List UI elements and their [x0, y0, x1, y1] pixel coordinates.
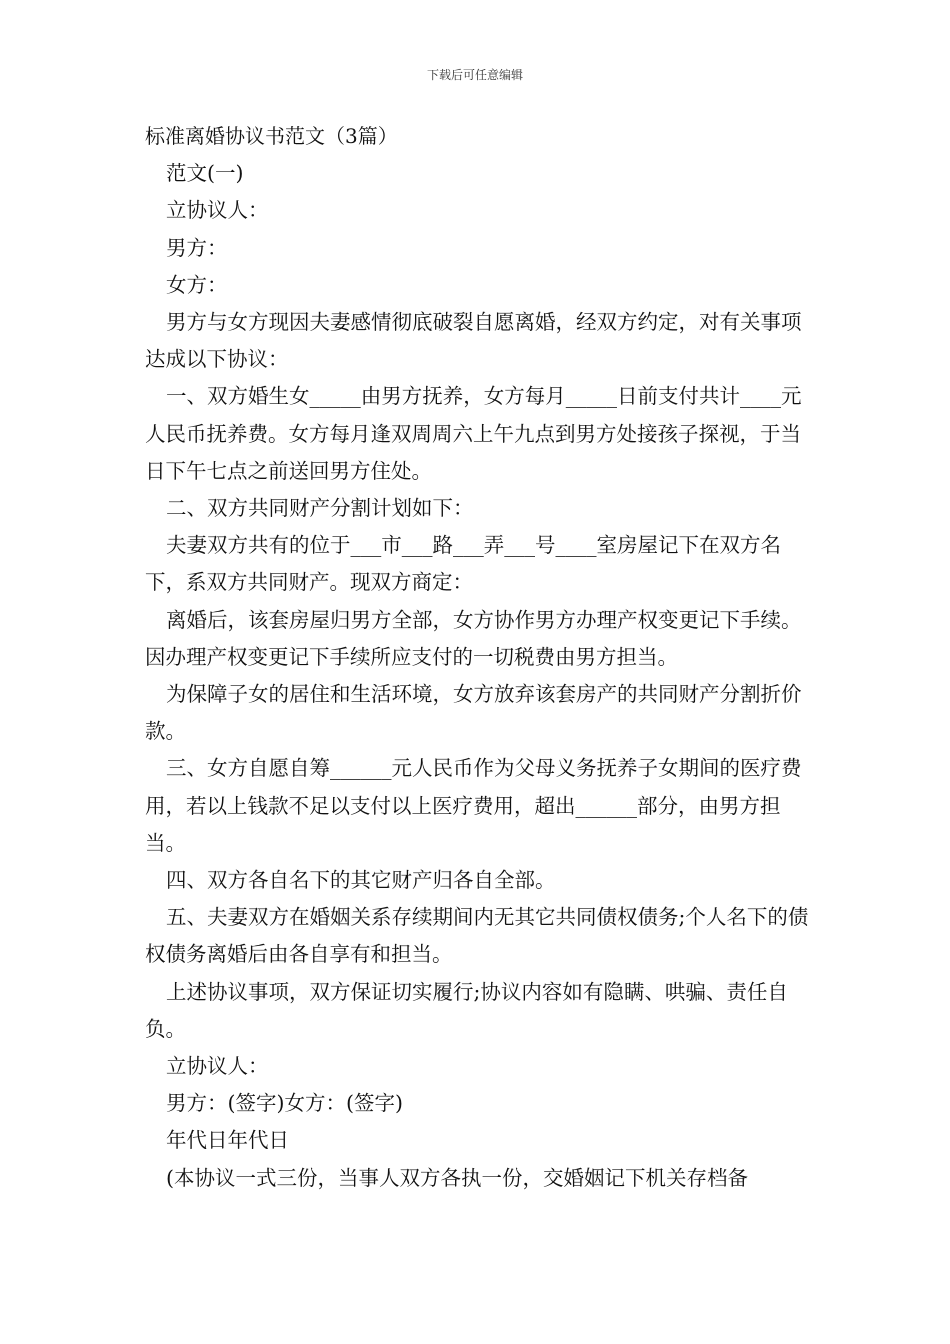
page-header: 下载后可任意编辑	[426, 68, 523, 82]
paragraph-commitment: 上述协议事项，双方保证切实履行;协议内容如有隐瞒、哄骗、责任自负。	[145, 979, 788, 1041]
paragraph-property-location: 夫妻双方共有的位于___市___路___弄___号____室房屋记下在双方名下，系双方共同财产。现双方商定：	[145, 533, 781, 595]
paragraph-parties-label: 立协议人：	[166, 198, 269, 223]
paragraph-property-waiver: 为保障子女的居住和生活环境，女方放弃该套房产的共同财产分割折价款。	[145, 682, 802, 744]
paragraph-male-party: 男方：	[166, 235, 228, 260]
paragraph-signatories-label: 立协议人：	[166, 1054, 269, 1079]
paragraph-clause-3: 三、女方自愿自筹______元人民币作为父母义务抚养子女期间的医疗费用，若以上钱款不足以支付以上医疗费用，超出______部分，由男方担当。	[145, 756, 802, 855]
paragraph-preamble: 男方与女方现因夫妻感情彻底破裂自愿离婚，经双方约定，对有关事项达成以下协议：	[145, 310, 802, 372]
document-title: 标准离婚协议书范文（3篇）	[145, 124, 398, 148]
paragraph-date-line: 年代日年代日	[166, 1128, 289, 1153]
paragraph-clause-4: 四、双方各自名下的其它财产归各自全部。	[166, 868, 556, 893]
paragraph-clause-2: 二、双方共同财产分割计划如下：	[166, 496, 474, 521]
paragraph-signature-line: 男方：(签字)女方：(签字)	[166, 1091, 403, 1116]
paragraph-clause-5: 五、夫妻双方在婚姻关系存续期间内无其它共同债权债务;个人名下的债权债务离婚后由各自享有和担当。	[145, 905, 809, 967]
document-body	[145, 118, 810, 1197]
paragraph-clause-1: 一、双方婚生女_____由男方抚养，女方每月_____日前支付共计____元人民币抚养费。女方每月逢双周周六上午九点到男方处接孩子探视，于当日下午七点之前送回男方住处。	[145, 384, 802, 483]
paragraph-copies-note: (本协议一式三份，当事人双方各执一份，交婚姻记下机关存档备	[166, 1165, 748, 1190]
paragraph-female-party: 女方：	[166, 272, 228, 297]
paragraph-sample-heading: 范文(一)	[166, 161, 244, 186]
paragraph-property-ownership: 离婚后，该套房屋归男方全部，女方协作男方办理产权变更记下手续。因办理产权变更记下手续所应支付的一切税费由男方担当。	[145, 607, 802, 669]
